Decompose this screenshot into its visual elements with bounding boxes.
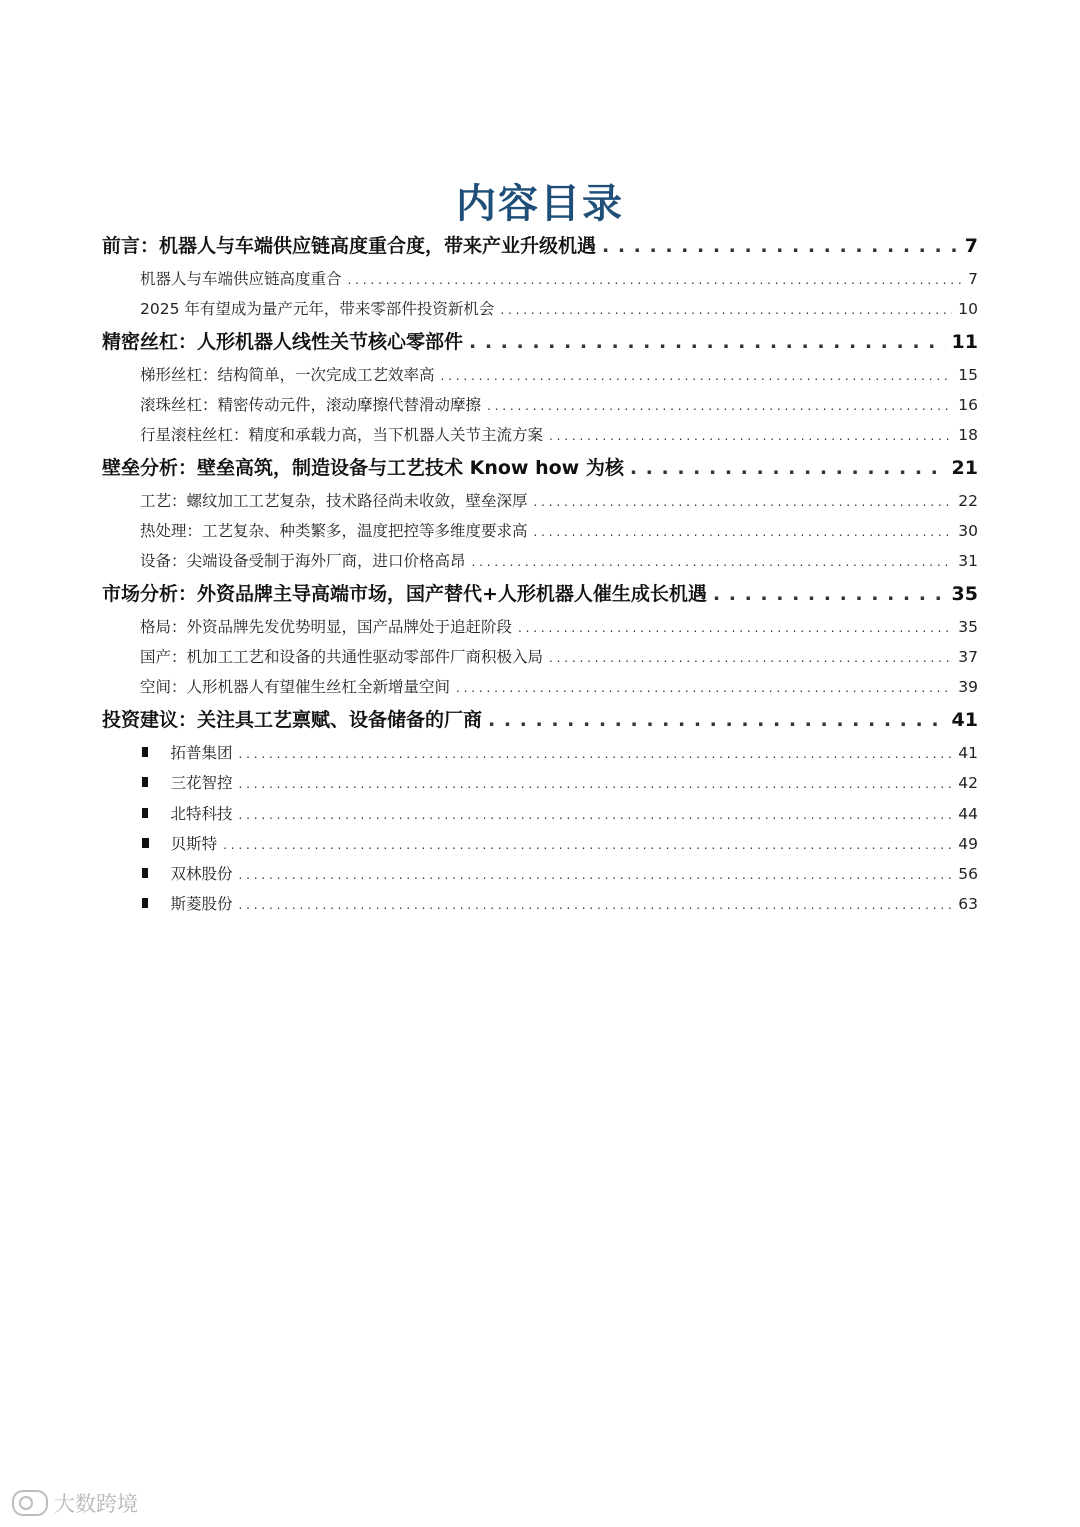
toc-page-number: 10: [958, 300, 978, 318]
toc-entry-text: 工艺：螺纹加工工艺复杂，技术路径尚未收敛，壁垒深厚: [140, 492, 528, 510]
toc-page-number: 41: [951, 709, 978, 731]
toc-page-number: 42: [958, 774, 978, 793]
square-bullet-icon: [142, 838, 149, 848]
toc-subsection[interactable]: [102, 360, 978, 390]
toc-entry-text: 滚珠丝杠：精密传动元件，滚动摩擦代替滑动摩擦: [140, 396, 482, 414]
toc-page-number: 22: [958, 492, 978, 510]
dot-leader: [488, 702, 946, 738]
toc-page-number: 39: [958, 678, 978, 696]
toc-company-item[interactable]: [102, 859, 978, 889]
toc-subsection[interactable]: [102, 390, 978, 420]
toc-entry-text: 三花智控: [170, 774, 233, 793]
toc-section-investment-advice[interactable]: [102, 702, 978, 738]
toc-page-number: 30: [958, 522, 978, 540]
watermark-text: 大数跨境: [54, 1492, 138, 1516]
dot-leader: [630, 450, 946, 486]
dot-leader: [238, 800, 952, 829]
toc-entry-text: 格局：外资品牌先发优势明显，国产品牌处于追赶阶段: [140, 618, 513, 636]
toc-subsection[interactable]: [102, 486, 978, 516]
toc-page-number: 49: [958, 834, 978, 853]
toc-company-item[interactable]: [102, 768, 978, 798]
toc-entry-text: 国产：机加工工艺和设备的共通性驱动零部件厂商积极入局: [140, 648, 544, 666]
toc-entry-text: 市场分析：外资品牌主导高端市场，国产替代+人形机器人催生成长机遇: [102, 583, 707, 605]
watermark: [12, 1488, 138, 1518]
toc-page-number: 7: [968, 270, 978, 288]
dot-leader: [549, 421, 952, 450]
watermark-logo-icon: [12, 1490, 48, 1516]
toc-section-precision-screw[interactable]: [102, 324, 978, 360]
dot-leader: [223, 830, 952, 859]
toc-entry-text: 前言：机器人与车端供应链高度重合度，带来产业升级机遇: [102, 235, 597, 257]
dot-leader: [456, 673, 952, 702]
toc-page-number: 41: [958, 744, 978, 762]
toc-subsection[interactable]: [102, 264, 978, 294]
toc-entry-text: 精密丝杠：人形机器人线性关节核心零部件: [102, 331, 464, 353]
toc-page-number: 21: [951, 457, 978, 479]
dot-leader: [500, 295, 952, 324]
toc-entry-text: 斯菱股份: [170, 895, 233, 914]
toc-section-market-analysis[interactable]: [102, 576, 978, 612]
toc-entry-text: 双林股份: [170, 865, 233, 884]
square-bullet-icon: [142, 898, 148, 908]
toc-entry-text: 空间：人形机器人有望催生丝杠全新增量空间: [140, 678, 451, 696]
toc-entry-text: 北特科技: [170, 804, 233, 823]
dot-leader: [472, 547, 953, 576]
square-bullet-icon: [142, 808, 148, 818]
toc-subsection[interactable]: [102, 612, 978, 642]
dot-leader: [238, 890, 952, 919]
toc-entry-text: 拓普集团: [170, 744, 233, 762]
toc-page-number: 37: [958, 648, 978, 666]
toc-subsection[interactable]: [102, 294, 978, 324]
toc-section-barrier-analysis[interactable]: [102, 450, 978, 486]
toc-entry-text: 设备：尖端设备受制于海外厂商，进口价格高昂: [140, 552, 466, 570]
toc-entry-text: 壁垒分析：壁垒高筑，制造设备与工艺技术 Know how 为核: [102, 457, 624, 479]
dot-leader: [602, 228, 959, 264]
toc-entry-text: 2025 年有望成为量产元年，带来零部件投资新机会: [140, 300, 495, 318]
dot-leader: [348, 265, 963, 294]
dot-leader: [534, 517, 953, 546]
toc-entry-text: 投资建议：关注具工艺禀赋、设备储备的厂商: [102, 709, 483, 731]
toc-page-number: 44: [958, 804, 978, 823]
toc-page-number: 31: [958, 552, 978, 570]
toc-company-item[interactable]: [102, 799, 978, 829]
toc-subsection[interactable]: [102, 642, 978, 672]
toc-entry-text: 机器人与车端供应链高度重合: [140, 270, 342, 288]
toc-subsection[interactable]: [102, 420, 978, 450]
toc-page-number: 35: [958, 618, 978, 636]
dot-leader: [238, 769, 952, 798]
toc-company-item[interactable]: [102, 829, 978, 859]
toc-page-number: 7: [964, 235, 978, 257]
toc-section-preface[interactable]: [102, 228, 978, 264]
toc-entry-text: 梯形丝杠：结构简单，一次完成工艺效率高: [140, 366, 435, 384]
dot-leader: [238, 860, 952, 889]
dot-leader: [518, 613, 952, 642]
dot-leader: [534, 487, 953, 516]
toc-subsection[interactable]: [102, 672, 978, 702]
toc-page-number: 63: [958, 895, 978, 914]
toc-title: 内容目录: [456, 181, 624, 227]
toc-subsection[interactable]: [102, 546, 978, 576]
square-bullet-icon: [142, 868, 148, 878]
dot-leader: [469, 324, 946, 360]
square-bullet-icon: [142, 747, 148, 757]
dot-leader: [713, 576, 946, 612]
toc-entry-text: 贝斯特: [170, 834, 218, 853]
toc-page-number: 15: [958, 366, 978, 384]
toc-page-number: 11: [951, 331, 978, 353]
toc-company-item[interactable]: [102, 738, 978, 768]
toc-page-number: 16: [958, 396, 978, 414]
dot-leader: [549, 643, 952, 672]
toc-page-number: 35: [951, 583, 978, 605]
toc-subsection[interactable]: [102, 516, 978, 546]
toc-page-number: 18: [958, 426, 978, 444]
toc-entry-text: 行星滚柱丝杠：精度和承载力高，当下机器人关节主流方案: [140, 426, 544, 444]
table-of-contents: [102, 228, 978, 920]
dot-leader: [487, 391, 952, 420]
toc-page-number: 56: [958, 865, 978, 884]
toc-company-item[interactable]: [102, 889, 978, 919]
dot-leader: [441, 361, 953, 390]
toc-entry-text: 热处理：工艺复杂、种类繁多，温度把控等多维度要求高: [140, 522, 528, 540]
dot-leader: [238, 739, 952, 768]
square-bullet-icon: [142, 777, 148, 787]
